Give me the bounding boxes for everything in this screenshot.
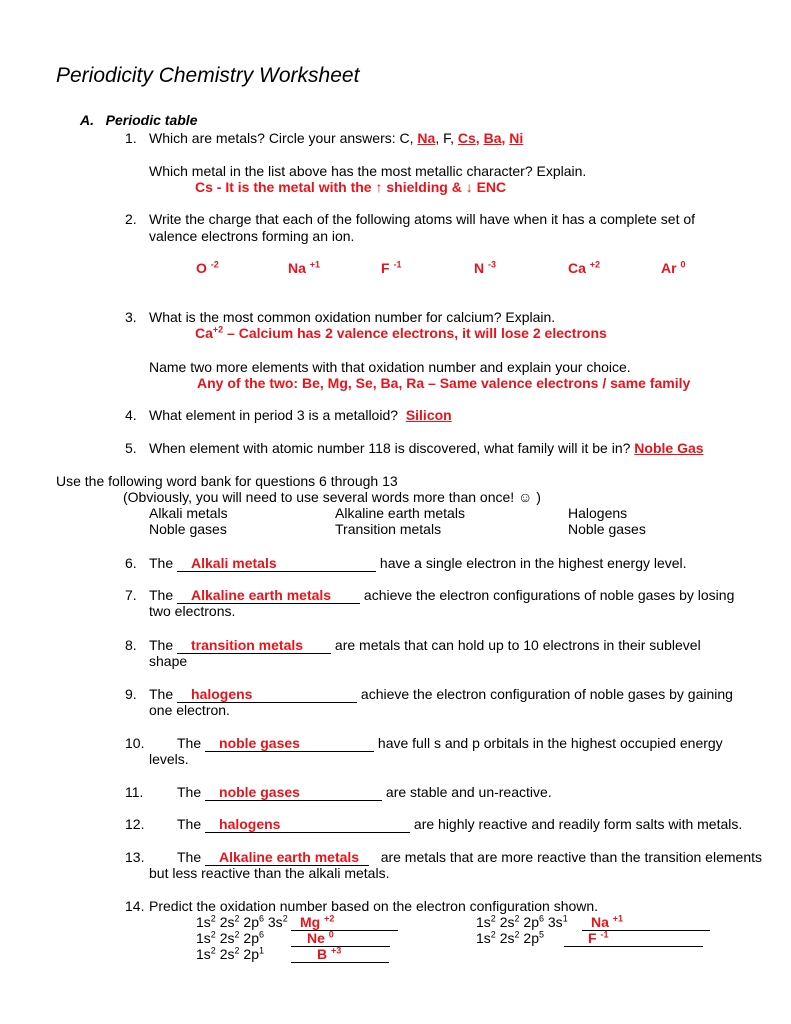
electron-config-ne: $1s^2$ $2s^2$ $2p^6$ <box>196 929 264 946</box>
question-8-number: 8. <box>125 637 137 653</box>
answer-f: F $^{-1}$ <box>564 930 703 947</box>
question-12: The halogens are highly reactive and readily form salts with metals. <box>177 816 743 832</box>
answer-blank: Alkali metals <box>177 555 376 572</box>
question-3-answer-2: Any of the two: Be, Mg, Se, Ba, Ra – Same valence electrons / same family <box>197 375 691 391</box>
question-9: The halogens achieve the electron configuration of noble gases by gaining <box>149 686 733 702</box>
question-10-continued: levels. <box>149 751 189 767</box>
section-a-title: Periodic table <box>105 112 198 128</box>
word-bank-alkaline-earth-metals: Alkaline earth metals <box>335 505 465 521</box>
question-7-number: 7. <box>125 587 137 603</box>
question-2-number: 2. <box>125 211 137 227</box>
question-10-number: 10. <box>125 735 145 751</box>
question-7-continued: two electrons. <box>149 603 236 619</box>
electron-config-b: $1s^2$ $2s^2$ $2p^1$ <box>196 945 264 962</box>
question-7: The Alkaline earth metals achieve the electron configurations of noble gases by losing <box>149 587 735 603</box>
section-a-label: A. <box>80 112 94 128</box>
answer-na: Na $^{+1}$ <box>582 914 710 931</box>
word-bank-noble-gases: Noble gases <box>149 521 227 537</box>
question-10: The noble gases have full s and p orbitals in the highest occupied energy <box>177 735 723 751</box>
question-13-number: 13. <box>125 849 145 865</box>
question-6: The Alkali metals have a single electron in the highest energy level. <box>149 555 687 571</box>
question-4-answer: Silicon <box>405 407 452 423</box>
question-13-continued: but less reactive than the alkali metals. <box>149 865 390 881</box>
answer-blank: halogens <box>205 816 410 833</box>
answer-blank: Alkaline earth metals <box>205 849 369 866</box>
question-14-number: 14. <box>125 898 145 914</box>
question-8-continued: shape <box>149 653 188 669</box>
ion-ar: Ar $^0$ <box>661 259 686 276</box>
answer-ni: Ni <box>509 130 524 146</box>
answer-blank: Alkaline earth metals <box>177 587 360 604</box>
question-12-number: 12. <box>125 816 145 832</box>
question-1: Which are metals? Circle your answers: C, Na, F, Cs, Ba, Ni <box>149 130 524 146</box>
question-2-line1: Write the charge that each of the following atoms will have when it has a complete set of <box>149 211 696 227</box>
option-f: F <box>443 130 451 146</box>
question-3-number: 3. <box>125 309 137 325</box>
electron-config-f: $1s^2$ $2s^2$ $2p^5$ <box>476 929 544 946</box>
word-bank-noble-gases-2: Noble gases <box>568 521 646 537</box>
ion-na: Na $^{+1}$ <box>288 259 321 276</box>
word-bank-halogens: Halogens <box>568 505 628 521</box>
electron-config-mg: $1s^2$ $2s^2$ $2p^6$ $3s^2$ <box>196 913 288 930</box>
question-2-line2: valence electrons forming an ion. <box>149 228 355 244</box>
answer-cs: Cs <box>457 130 476 146</box>
question-14-text: Predict the oxidation number based on the electron configuration shown. <box>149 898 599 914</box>
question-1-text: Which are metals? Circle your answers: C, <box>149 130 414 146</box>
word-bank-transition-metals: Transition metals <box>335 521 442 537</box>
answer-blank: noble gases <box>205 784 382 801</box>
answer-blank: halogens <box>177 686 357 703</box>
question-1-followup: Which metal in the list above has the most metallic character? Explain. <box>149 163 587 179</box>
question-8: The transition metals are metals that can hold up to 10 electrons in their sublevel <box>149 637 701 653</box>
question-9-continued: one electron. <box>149 702 230 718</box>
question-5-answer: Noble Gas <box>634 440 704 456</box>
ion-ca: Ca $^{+2}$ <box>568 259 601 276</box>
question-4-number: 4. <box>125 407 137 423</box>
question-11: The noble gases are stable and un-reactive. <box>177 784 552 800</box>
question-3-text: What is the most common oxidation number for calcium? Explain. <box>149 309 556 325</box>
answer-b: B $^{+3}$ <box>291 946 389 963</box>
ion-f: F $^{-1}$ <box>381 259 402 276</box>
answer-blank: noble gases <box>205 735 374 752</box>
answer-ba: Ba <box>483 130 502 146</box>
question-11-number: 11. <box>125 784 144 800</box>
question-4: What element in period 3 is a metalloid? Silicon <box>149 407 452 423</box>
page-title: Periodicity Chemistry Worksheet <box>56 64 360 87</box>
ion-n: N $^{-3}$ <box>474 259 497 276</box>
question-6-number: 6. <box>125 555 137 571</box>
word-bank-intro: Use the following word bank for questions 6 through 13 <box>56 473 398 489</box>
question-1-number: 1. <box>125 130 137 146</box>
ion-o: O $^{-2}$ <box>196 259 219 276</box>
word-bank-note: (Obviously, you will need to use several words more than once! ☺ ) <box>123 489 541 505</box>
word-bank-alkali-metals: Alkali metals <box>149 505 228 521</box>
question-3-answer: $Ca^{+2}$ – Calcium has 2 valence electrons, it will lose 2 electrons <box>195 324 607 341</box>
question-13: The Alkaline earth metals are metals that are more reactive than the transition elements <box>177 849 762 865</box>
question-5: When element with atomic number 118 is discovered, what family will it be in? Noble Gas <box>149 440 704 456</box>
answer-ne: Ne $^0$ <box>291 930 390 947</box>
answer-mg: Mg $^{+2}$ <box>291 914 398 931</box>
answer-na: Na <box>417 130 436 146</box>
question-3-followup: Name two more elements with that oxidation number and explain your choice. <box>149 359 631 375</box>
section-a-heading <box>80 112 197 128</box>
electron-config-na: $1s^2$ $2s^2$ $2p^6$ $3s^1$ <box>476 913 568 930</box>
question-5-number: 5. <box>125 440 137 456</box>
answer-blank: transition metals <box>177 637 331 654</box>
question-1-answer: Cs - It is the metal with the ↑ shielding & ↓ ENC <box>195 179 507 195</box>
question-9-number: 9. <box>125 686 137 702</box>
